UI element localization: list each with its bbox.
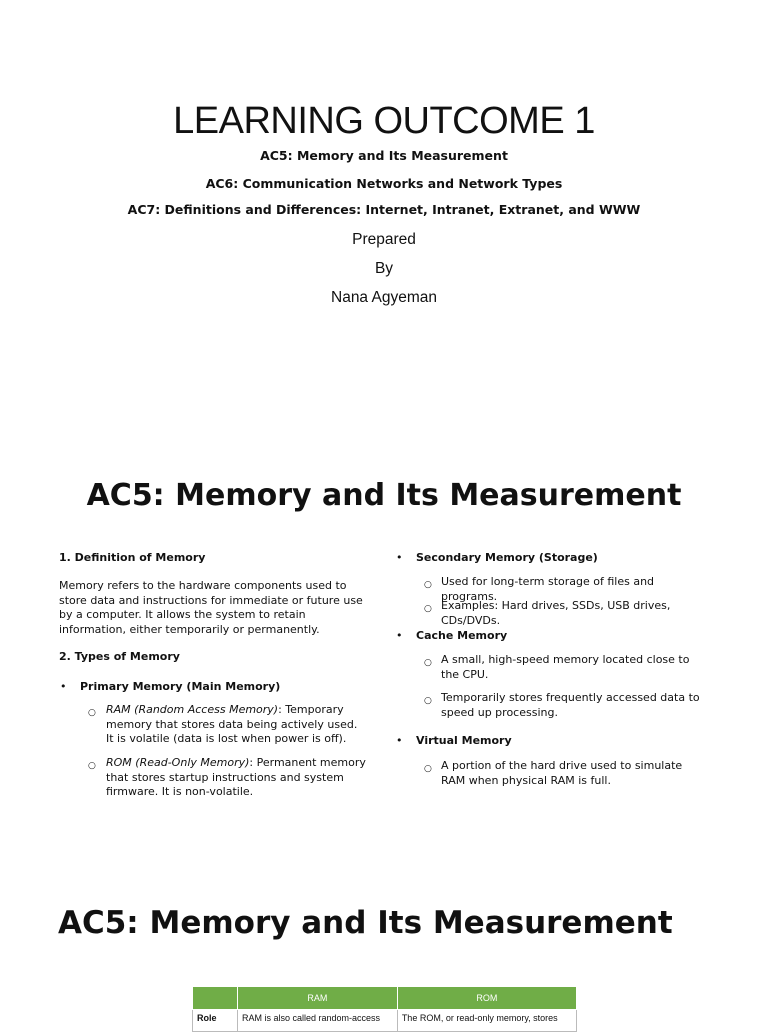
cache-memory-label: Cache Memory bbox=[416, 629, 508, 642]
bullet-icon: • bbox=[396, 734, 403, 747]
bullet-icon: • bbox=[396, 551, 403, 564]
table-row bbox=[193, 1010, 577, 1032]
circle-bullet-icon: ○ bbox=[424, 696, 432, 706]
virtual-item-1: A portion of the hard drive used to simulate RAM when physical RAM is full. bbox=[441, 759, 683, 787]
circle-bullet-icon: ○ bbox=[424, 764, 432, 774]
table-header-ram: RAM bbox=[238, 987, 398, 1010]
rom-desc: : Permanent memory that stores startup instructions and system firmware. It is non-volatile. bbox=[106, 756, 366, 798]
ac6-line: AC6: Communication Networks and Network Types bbox=[205, 176, 563, 191]
rom-term: ROM (Read-Only Memory) bbox=[106, 756, 250, 769]
slide3-heading: AC5: Memory and Its Measurement bbox=[58, 905, 673, 941]
bullet-icon: • bbox=[60, 680, 67, 693]
cache-item-2: Temporarily stores frequently accessed data to speed up processing. bbox=[441, 691, 700, 719]
definition-heading: 1. Definition of Memory bbox=[59, 551, 206, 564]
ac7-line: AC7: Definitions and Differences: Internet, Intranet, Extranet, and WWW bbox=[127, 202, 641, 217]
ram-term: RAM (Random Access Memory) bbox=[106, 703, 279, 716]
virtual-memory-label: Virtual Memory bbox=[416, 734, 512, 747]
definition-body: Memory refers to the hardware components used to store data and instructions for immediate or future use by a computer. It allows the system to retain information, either temporarily or permanently. bbox=[59, 579, 363, 636]
circle-bullet-icon: ○ bbox=[424, 580, 432, 590]
secondary-item-2: Examples: Hard drives, SSDs, USB drives, CDs/DVDs. bbox=[441, 599, 671, 627]
slide2-heading: AC5: Memory and Its Measurement bbox=[86, 478, 682, 513]
table-cell-role: Role bbox=[193, 1010, 238, 1032]
cache-item-1: A small, high-speed memory located close to the CPU. bbox=[441, 653, 690, 681]
table-cell-rom: The ROM, or read-only memory, stores bbox=[397, 1010, 576, 1032]
primary-memory-label: Primary Memory (Main Memory) bbox=[80, 680, 281, 693]
table-header-row bbox=[193, 987, 577, 1010]
types-heading: 2. Types of Memory bbox=[59, 650, 180, 663]
secondary-memory-label: Secondary Memory (Storage) bbox=[416, 551, 598, 564]
table-header-blank bbox=[193, 987, 238, 1010]
ram-desc: : Temporary memory that stores data being actively used. It is volatile (data is lost when power is off). bbox=[106, 703, 358, 745]
circle-bullet-icon: ○ bbox=[88, 708, 96, 718]
prepared-label: Prepared bbox=[352, 231, 416, 248]
ram-item bbox=[106, 703, 368, 747]
table-cell-ram: RAM is also called random-access bbox=[238, 1010, 398, 1032]
circle-bullet-icon: ○ bbox=[88, 761, 96, 771]
secondary-item-1: Used for long-term storage of files and programs. bbox=[441, 575, 655, 603]
rom-item bbox=[106, 756, 368, 800]
ram-rom-table bbox=[192, 986, 577, 1032]
circle-bullet-icon: ○ bbox=[424, 658, 432, 668]
slide1-title: LEARNING OUTCOME 1 bbox=[173, 100, 595, 142]
table-header-rom: ROM bbox=[397, 987, 576, 1010]
author-name: Nana Agyeman bbox=[331, 289, 437, 306]
circle-bullet-icon: ○ bbox=[424, 604, 432, 614]
by-label: By bbox=[374, 260, 394, 277]
bullet-icon: • bbox=[396, 629, 403, 642]
ac5-line: AC5: Memory and Its Measurement bbox=[260, 148, 508, 163]
